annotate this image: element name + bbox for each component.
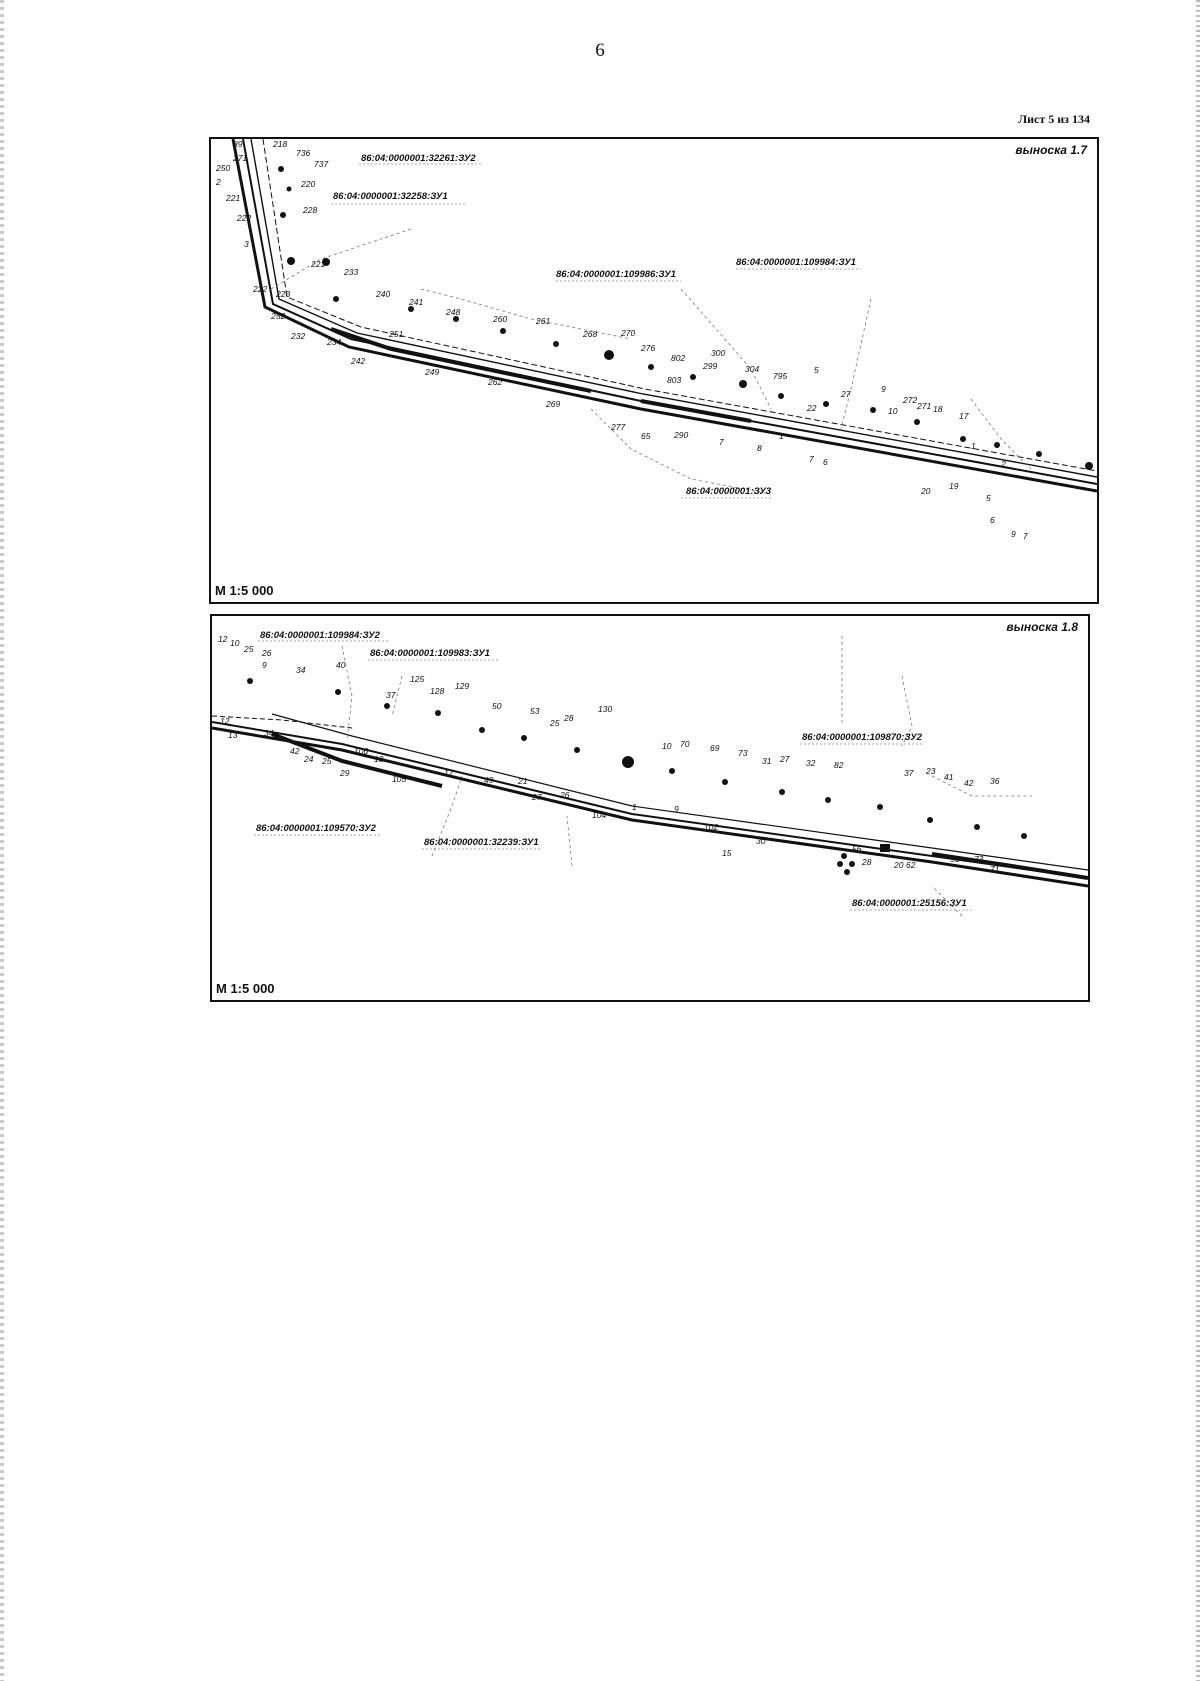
- point-number: 250: [216, 163, 231, 173]
- point-number: 37: [904, 768, 914, 778]
- parcel-label: 86:04:0000001:109984:ЗУ2: [260, 630, 380, 641]
- point-number: 17: [959, 411, 969, 421]
- point-number: 105: [392, 774, 407, 784]
- parcel-label: 86:04:0000001:ЗУ3: [686, 486, 772, 497]
- point-number: 1: [779, 431, 784, 441]
- point-number: 27: [532, 792, 542, 802]
- point-number: 36: [990, 776, 1000, 786]
- point-number: 248: [446, 307, 461, 317]
- point-number: 26: [560, 790, 570, 800]
- point-number: 241: [409, 297, 424, 307]
- point-number: 70: [680, 739, 690, 749]
- point-number: 1: [632, 802, 637, 812]
- point-number: 5: [814, 365, 819, 375]
- point-number: 62: [906, 860, 916, 870]
- point-number: 228: [303, 205, 318, 215]
- point-number: 262: [488, 377, 503, 387]
- map-drawing-1-8: [212, 616, 1088, 1000]
- label-underlines: [254, 641, 974, 910]
- page-number: 6: [595, 40, 605, 61]
- point-number: 6: [823, 457, 828, 467]
- point-number: 104: [592, 810, 607, 820]
- page-edge-left: [0, 0, 4, 1681]
- parcel-label: 86:04:0000001:109984:ЗУ1: [736, 257, 856, 268]
- point-number: 803: [667, 375, 682, 385]
- point-number: 22: [807, 403, 817, 413]
- point-number: 23: [926, 766, 936, 776]
- point-number: 3: [244, 239, 249, 249]
- point-number: 128: [430, 686, 445, 696]
- point-number: 7: [1023, 531, 1028, 541]
- point-number: 222: [253, 284, 268, 294]
- point-number: 232: [291, 331, 306, 341]
- point-number: 34: [296, 665, 306, 675]
- point-number: 41: [944, 772, 954, 782]
- point-number: 89: [233, 139, 243, 149]
- parcel-labels: [256, 630, 967, 909]
- point-number: 20: [921, 486, 931, 496]
- point-number: 9: [881, 384, 886, 394]
- point-number: 73: [738, 748, 748, 758]
- point-number: 290: [674, 430, 689, 440]
- parcel-label: 86:04:0000001:109986:ЗУ1: [556, 269, 676, 280]
- point-number: 240: [376, 289, 391, 299]
- point-number: 82: [834, 760, 844, 770]
- point-number: 56: [950, 854, 960, 864]
- point-number: 31: [762, 756, 772, 766]
- point-number: 271: [233, 153, 248, 163]
- point-number: 106: [354, 746, 369, 756]
- point-number: 6: [990, 515, 995, 525]
- point-number: 65: [641, 431, 651, 441]
- point-number: 221: [311, 259, 326, 269]
- parcel-label: 86:04:0000001:32258:ЗУ1: [333, 191, 448, 202]
- point-number: 1: [971, 441, 976, 451]
- point-number: 32: [806, 758, 816, 768]
- point-number: 5: [986, 493, 991, 503]
- point-number: 260: [493, 314, 508, 324]
- map-drawing-1-7: [211, 139, 1097, 602]
- parcel-label: 86:04:0000001:25156:ЗУ1: [852, 898, 967, 909]
- point-number: 125: [410, 674, 425, 684]
- point-number: 130: [598, 704, 613, 714]
- point-number: 272: [903, 395, 918, 405]
- point-number: 10: [230, 638, 240, 648]
- point-number: 20: [894, 860, 904, 870]
- point-number: 7: [809, 454, 814, 464]
- parcel-label: 86:04:0000001:32239:ЗУ1: [424, 837, 539, 848]
- point-number: 18: [933, 404, 943, 414]
- point-number: 9: [674, 804, 679, 814]
- point-number: 304: [745, 364, 760, 374]
- point-number: 25: [322, 756, 332, 766]
- point-number: 42: [964, 778, 974, 788]
- point-number: 26: [262, 648, 272, 658]
- point-number: 73: [974, 854, 984, 864]
- point-number: 9: [1011, 529, 1016, 539]
- point-number: 13: [374, 754, 384, 764]
- point-number: 270: [621, 328, 636, 338]
- point-number: 271: [917, 401, 932, 411]
- point-number: 34: [264, 728, 274, 738]
- parcel-label: 86:04:0000001:32261:ЗУ2: [361, 153, 476, 164]
- point-number: 27: [841, 389, 851, 399]
- point-number: 42: [290, 746, 300, 756]
- point-number: 19: [949, 481, 959, 491]
- point-numbers: [218, 634, 1000, 874]
- point-number: 12: [220, 716, 230, 726]
- point-number: 10: [662, 741, 672, 751]
- point-number: 221: [226, 193, 241, 203]
- point-number: 8: [757, 443, 762, 453]
- point-number: 736: [296, 148, 311, 158]
- point-number: 242: [351, 356, 366, 366]
- point-number: 7: [719, 437, 724, 447]
- point-number: 29: [340, 768, 350, 778]
- survey-markers: [278, 166, 1093, 470]
- point-number: 15: [722, 848, 732, 858]
- point-number: 30: [756, 836, 766, 846]
- point-number: 300: [711, 348, 726, 358]
- point-number: 299: [703, 361, 718, 371]
- point-number: 233: [344, 267, 359, 277]
- point-number: 13: [228, 730, 238, 740]
- point-number: 252: [271, 311, 286, 321]
- point-number: 50: [492, 701, 502, 711]
- point-number: 220: [301, 179, 316, 189]
- parcel-label: 86:04:0000001:109570:ЗУ2: [256, 823, 376, 834]
- map-panel-callout-1-7: [209, 137, 1099, 604]
- point-number: 53: [530, 706, 540, 716]
- point-number: 25: [244, 644, 254, 654]
- point-number: 795: [773, 371, 788, 381]
- point-number: 49: [484, 775, 494, 785]
- parcel-label: 86:04:0000001:109983:ЗУ1: [370, 648, 490, 659]
- point-number: 234: [327, 337, 342, 347]
- point-number: 40: [336, 660, 346, 670]
- point-number: 69: [710, 743, 720, 753]
- point-number: 269: [546, 399, 561, 409]
- point-number: 37: [386, 690, 396, 700]
- point-number: 276: [641, 343, 656, 353]
- sheet-label: Лист 5 из 134: [1018, 112, 1090, 126]
- callout-caption: выноска 1.7: [1015, 143, 1087, 157]
- point-number: 12: [218, 634, 228, 644]
- point-number: 28: [862, 857, 872, 867]
- point-number: 10: [888, 406, 898, 416]
- point-number: 802: [671, 353, 686, 363]
- parcel-label: 86:04:0000001:109870:ЗУ2: [802, 732, 922, 743]
- point-number: 2: [216, 177, 221, 187]
- point-number: 251: [389, 329, 404, 339]
- point-number: 277: [611, 422, 626, 432]
- point-number: 249: [425, 367, 440, 377]
- point-number: 56: [852, 844, 862, 854]
- scale-label: М 1:5 000: [215, 583, 274, 598]
- point-number: 28: [564, 713, 574, 723]
- page-edge-right: [1196, 0, 1200, 1681]
- point-number: 737: [314, 159, 329, 169]
- point-number: 218: [273, 139, 288, 149]
- point-number: 25: [550, 718, 560, 728]
- point-number: 21: [518, 776, 528, 786]
- point-number: 9: [262, 660, 267, 670]
- point-number: 102: [704, 822, 719, 832]
- point-number: 222: [237, 213, 252, 223]
- point-number: 129: [455, 681, 470, 691]
- parcel-labels: [333, 153, 856, 497]
- point-number: 268: [583, 329, 598, 339]
- point-number: 17: [444, 768, 454, 778]
- scale-label: М 1:5 000: [216, 981, 275, 996]
- point-number: 24: [304, 754, 314, 764]
- map-panel-callout-1-8: [210, 614, 1090, 1002]
- point-number: 27: [780, 754, 790, 764]
- point-number: 71: [990, 864, 1000, 874]
- point-number: 261: [536, 316, 551, 326]
- callout-caption: выноска 1.8: [1006, 620, 1078, 634]
- point-number: 223: [276, 289, 291, 299]
- point-number: 2: [1001, 459, 1006, 469]
